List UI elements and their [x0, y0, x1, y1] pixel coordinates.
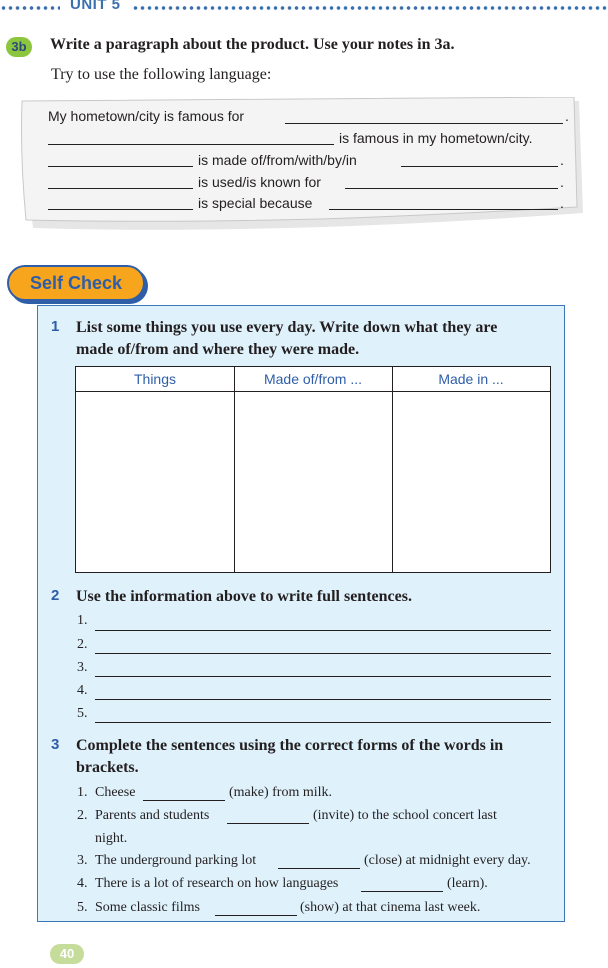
question-3-text-line-1: Complete the sentences using the correct forms of the words in: [76, 737, 504, 754]
fill-item-number: 2.: [77, 808, 88, 823]
question-2-number: 2: [51, 587, 60, 604]
table-cell-made-in[interactable]: [393, 392, 550, 572]
exercise-badge-3b: 3b: [6, 37, 32, 57]
table-cell-things[interactable]: [76, 392, 234, 572]
answer-line[interactable]: [48, 144, 334, 145]
exercise-3b-instruction: Write a paragraph about the product. Use your notes in 3a.: [50, 36, 455, 53]
period: .: [560, 174, 564, 190]
answer-line[interactable]: [401, 166, 558, 167]
unit-header: [0, 0, 608, 20]
fill-blank[interactable]: [361, 891, 443, 892]
sentence-number: 1.: [77, 613, 88, 628]
fill-blank[interactable]: [278, 868, 360, 869]
question-1-text-line-2: made of/from and where they were made.: [76, 341, 360, 358]
page-number: 40: [50, 944, 84, 964]
language-line-3-text: is made of/from/with/by/in: [198, 152, 357, 168]
answer-line[interactable]: [48, 209, 193, 210]
period: .: [565, 108, 569, 124]
self-check-badge: [7, 265, 145, 301]
column-header-made-in: Made in ...: [438, 371, 504, 387]
column-header-made-of: Made of/from ...: [263, 371, 363, 387]
sentence-answer-line[interactable]: [95, 722, 551, 723]
answer-line[interactable]: [345, 188, 558, 189]
column-header-things: Things: [133, 371, 177, 387]
self-check-label: Self Check: [29, 273, 123, 293]
header-dots-left: [0, 5, 60, 11]
answer-line[interactable]: [48, 166, 193, 167]
fill-blank[interactable]: [215, 915, 297, 916]
fill-item-hint: (learn).: [447, 876, 488, 891]
table-cell-made-of[interactable]: [235, 392, 392, 572]
fill-item-number: 1.: [77, 785, 88, 800]
answer-line[interactable]: [285, 123, 563, 124]
sentence-answer-line[interactable]: [95, 653, 551, 654]
period: .: [560, 195, 564, 211]
fill-item-number: 3.: [77, 853, 88, 868]
sentence-answer-line[interactable]: [95, 630, 551, 631]
fill-item-text: Some classic films: [95, 900, 200, 915]
sentence-number: 4.: [77, 683, 88, 698]
header-dots-right: [132, 5, 608, 11]
fill-item-hint: (make) from milk.: [229, 785, 333, 800]
fill-item-text: Parents and students: [95, 808, 210, 823]
question-3-number: 3: [51, 736, 60, 753]
answer-line[interactable]: [48, 188, 193, 189]
sentence-answer-line[interactable]: [95, 676, 551, 677]
language-line-1-text: My hometown/city is famous for: [48, 108, 245, 124]
fill-item-hint: (invite) to the school concert last: [313, 808, 497, 823]
fill-item-hint: (show) at that cinema last week.: [300, 900, 481, 915]
fill-blank[interactable]: [227, 823, 309, 824]
period: .: [560, 152, 564, 168]
question-1-number: 1: [51, 318, 60, 335]
things-table: [75, 366, 551, 573]
fill-item-number: 5.: [77, 900, 88, 915]
question-3-text-line-2: brackets.: [76, 759, 139, 776]
language-note-paper: [20, 97, 583, 230]
fill-item-text: Cheese: [95, 785, 136, 800]
sentence-number: 5.: [77, 706, 88, 721]
answer-line[interactable]: [329, 209, 558, 210]
unit-title: UNIT 5: [70, 0, 121, 13]
fill-blank[interactable]: [143, 800, 225, 801]
sentence-answer-line[interactable]: [95, 699, 551, 700]
language-line-4-text: is used/is known for: [198, 174, 321, 190]
fill-item-text: The underground parking lot: [95, 853, 257, 868]
sentence-number: 3.: [77, 660, 88, 675]
fill-item-continuation: night.: [95, 831, 128, 846]
sentence-number: 2.: [77, 637, 88, 652]
language-line-2-text: is famous in my hometown/city.: [339, 130, 533, 146]
fill-item-number: 4.: [77, 876, 88, 891]
question-2-text: Use the information above to write full sentences.: [76, 588, 412, 605]
language-line-5-text: is special because: [198, 195, 313, 211]
fill-item-text: There is a lot of research on how languages: [95, 876, 339, 891]
question-1-text-line-1: List some things you use every day. Write down what they are: [76, 319, 498, 336]
exercise-3b-subtitle: Try to use the following language:: [51, 66, 272, 83]
fill-item-hint: (close) at midnight every day.: [364, 853, 531, 868]
